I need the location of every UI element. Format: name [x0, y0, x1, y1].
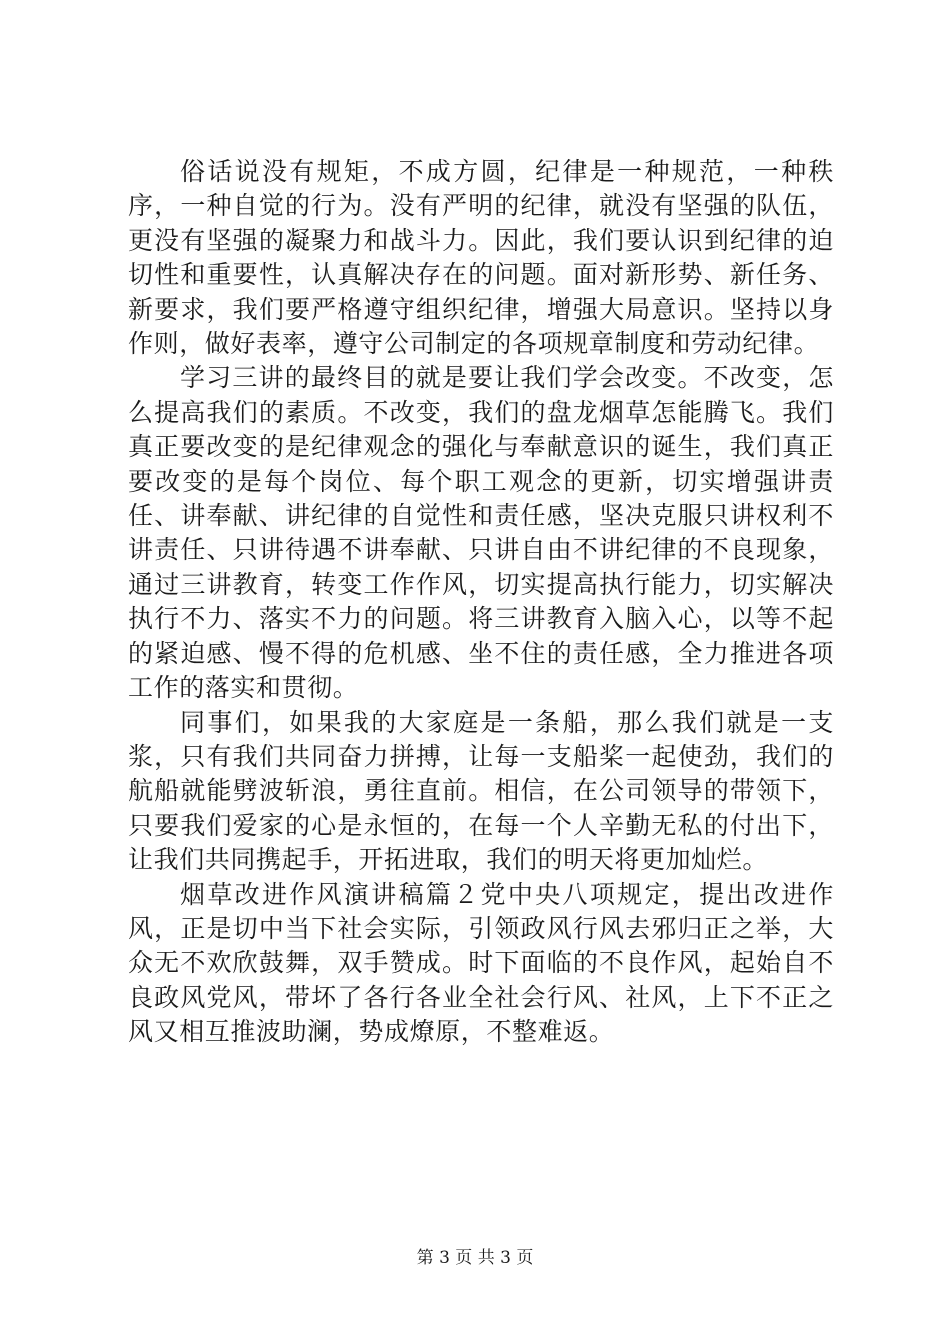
paragraph-speech-two: 烟草改进作风演讲稿篇２党中央八项规定，提出改进作风，正是切中当下社会实际，引领政风行风去邪归正之举，大众无不欢欣鼓舞，双手赞成。时下面临的不良作风，起始自不良政风党风，带坏了各行各业全社会行风、社风，上下不正之风又相互推波助澜，势成燎原，不整难返。 [128, 879, 834, 1047]
document-body [128, 155, 834, 1050]
page-footer: 第 3 页 共 3 页 [416, 1248, 534, 1268]
paragraph-three-lectures: 学习三讲的最终目的就是要让我们学会改变。不改变，怎么提高我们的素质。不改变，我们的盘龙烟草怎能腾飞。我们真正要改变的是纪律观念的强化与奉献意识的诞生，我们真正要改变的是每个岗位、每个职工观念的更新，切实增强讲责任、讲奉献、讲纪律的自觉性和责任感，坚决克服只讲权利不讲责任、只讲待遇不讲奉献、只讲自由不讲纪律的不良现象，通过三讲教育，转变工作作风，切实提高执行能力，切实解决执行不力、落实不力的问题。将三讲教育入脑入心，以等不起的紧迫感、慢不得的危机感、坐不住的责任感，全力推进各项工作的落实和贯彻。 [128, 363, 834, 703]
paragraph-colleagues: 同事们，如果我的大家庭是一条船，那么我们就是一支浆，只有我们共同奋力拼搏，让每一支船桨一起使劲，我们的航船就能劈波斩浪，勇往直前。相信，在公司领导的带领下，只要我们爱家的心是永恒的，在每一个人辛勤无私的付出下，让我们共同携起手，开拓进取，我们的明天将更加灿烂。 [128, 707, 834, 875]
paragraph-discipline: 俗话说没有规矩，不成方圆，纪律是一种规范，一种秩序，一种自觉的行为。没有严明的纪律，就没有坚强的队伍，更没有坚强的凝聚力和战斗力。因此，我们要认识到纪律的迫切性和重要性，认真解决存在的问题。面对新形势、新任务、新要求，我们要严格遵守组织纪律，增强大局意识。坚持以身作则，做好表率，遵守公司制定的各项规章制度和劳动纪律。 [128, 157, 834, 359]
